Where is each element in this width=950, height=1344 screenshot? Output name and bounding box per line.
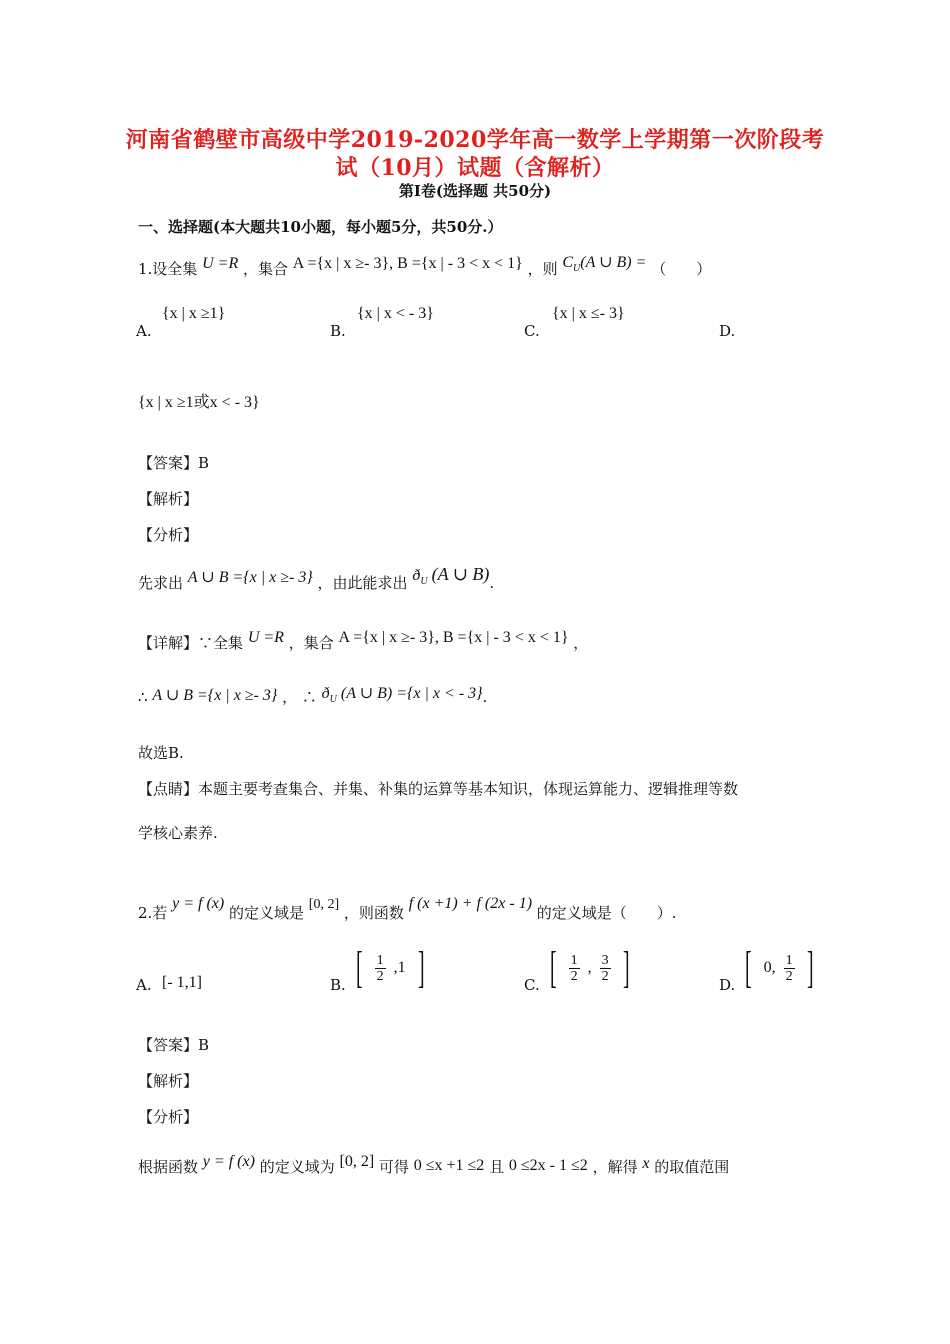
q1-derivation-comp-body: (A ∪ B) ={x | x < - 3}	[340, 685, 483, 702]
therefore-icon: ∴	[138, 688, 148, 706]
q1-option-d-label: D.	[719, 322, 736, 340]
q1-analysis-comp-body: (A ∪ B)	[431, 564, 490, 584]
q1-option-c: {x | x ≤- 3}	[552, 305, 625, 322]
volume-header: 第Ⅰ卷(选择题 共50分)	[398, 182, 552, 200]
q2-analysis-text-f: 的取值范围	[654, 1158, 730, 1176]
q2-option-b-rest: ,1	[393, 959, 406, 976]
left-bracket-icon: [	[550, 943, 557, 992]
q1-analysis-math1: A ∪ B ={x | x ≥- 3}	[187, 569, 313, 586]
fraction-numerator: 1	[570, 952, 578, 968]
fraction-denominator: 2	[570, 968, 578, 984]
right-bracket-icon: ]	[417, 943, 425, 992]
q2-option-b-label: B.	[330, 976, 346, 994]
q2-jiexi-label: 【解析】	[138, 1072, 199, 1090]
q2-option-a-label: A.	[136, 976, 152, 994]
q1-derivation-math2	[321, 685, 483, 706]
q1-detail	[138, 629, 589, 653]
fraction-denominator: 2	[601, 968, 609, 984]
q2-text-c: 的定义域是（ ）.	[536, 904, 677, 922]
q1-detail-text-a: ∵全集	[198, 634, 244, 652]
q2-option-b	[352, 943, 428, 992]
q1-answer-label: 【答案】	[138, 454, 199, 472]
q1-option-b: {x | x < - 3}	[357, 305, 434, 322]
fraction-denominator: 2	[785, 968, 793, 984]
q1-fenxi-label: 【分析】	[138, 526, 199, 544]
q2-answer	[138, 1034, 209, 1055]
q1-dianjing-line1	[138, 778, 738, 799]
q1-detail-text-b: ，集合	[288, 634, 334, 652]
q2-option-d-fraction	[784, 953, 795, 984]
q1-dianjing-line2: 学核心素养.	[138, 824, 218, 842]
q2-analysis-text-b: 的定义域为	[259, 1158, 335, 1176]
fraction-numerator: 1	[376, 952, 384, 968]
q1-analysis-end: .	[489, 574, 495, 592]
q1-universal-set: U =R	[202, 255, 239, 272]
q2-option-c-fraction1	[569, 953, 580, 984]
q1-prefix: 1.设全集	[138, 260, 198, 278]
q1-analysis-comp-sub: U	[420, 576, 428, 588]
q1-detail-end: ，	[573, 634, 589, 652]
q2-option-b-fraction	[375, 953, 386, 984]
q2-analysis	[138, 1153, 730, 1177]
q2-fenxi-label: 【分析】	[138, 1108, 199, 1126]
q2-answer-label: 【答案】	[138, 1036, 199, 1054]
q1-answer-value: B	[198, 454, 210, 472]
q1-analysis-text-a: 先求出	[138, 574, 184, 592]
q2-option-d	[741, 943, 817, 992]
q2-analysis-text-a: 根据函数	[138, 1158, 199, 1176]
q1-answer	[138, 452, 209, 473]
q2-math-domain: [0, 2]	[308, 897, 340, 912]
q2-option-c-comma: ,	[587, 959, 592, 976]
q1-option-c-label: C.	[524, 322, 540, 340]
q2-option-d-pre: 0,	[763, 959, 776, 976]
q1-derivation	[138, 686, 487, 709]
q1-derivation-comp-symbol: ð	[321, 685, 330, 702]
q2-analysis-math3: 0 ≤x +1 ≤2	[413, 1157, 485, 1174]
q1-analysis-comp-symbol: ð	[412, 567, 421, 584]
q2-analysis-math1: y = f (x)	[202, 1153, 255, 1170]
q2-option-c-fraction2	[600, 953, 611, 984]
q2-option-c	[546, 943, 633, 992]
fraction-numerator: 3	[601, 952, 609, 968]
q1-comp-symbol: C	[562, 254, 574, 271]
q2-analysis-text-d: 且	[489, 1158, 505, 1176]
q2-analysis-math5: x	[642, 1155, 650, 1172]
q2-text-a: 的定义域是	[228, 904, 304, 922]
q2-analysis-math2: [0, 2]	[339, 1153, 375, 1170]
q1-analysis-math2	[412, 564, 490, 588]
q1-stem	[138, 254, 712, 281]
doc-title-line2: 试（10月）试题（含解析）	[335, 155, 615, 181]
q2-text-b: ，则函数	[343, 904, 404, 922]
q1-option-a: {x | x ≥1}	[162, 305, 226, 322]
right-bracket-icon: ]	[806, 943, 814, 992]
fraction-denominator: 2	[376, 968, 384, 984]
q1-choose: 故选B.	[138, 744, 184, 762]
q2-analysis-math4: 0 ≤2x - 1 ≤2	[508, 1157, 588, 1174]
q1-complement	[562, 254, 647, 275]
q2-option-d-label: D.	[719, 976, 736, 994]
q2-stem	[138, 895, 677, 923]
q1-derivation-comma: ，	[282, 688, 298, 706]
q1-text-mid: ，集合	[243, 260, 289, 278]
q1-option-b-label: B.	[330, 322, 346, 340]
q1-text-then: ，则	[527, 260, 558, 278]
q1-detail-math1: U =R	[247, 629, 284, 646]
doc-title-line1: 河南省鹤壁市高级中学2019-2020学年高一数学上学期第一次阶段考	[125, 127, 825, 153]
left-bracket-icon: [	[356, 943, 363, 992]
q2-option-c-label: C.	[524, 976, 540, 994]
q2-math-fn: y = f (x)	[172, 895, 225, 912]
q2-option-a: [- 1,1]	[162, 974, 202, 991]
q1-analysis	[138, 564, 495, 595]
q1-derivation-math1: A ∪ B ={x | x ≥- 3}	[152, 687, 278, 704]
q1-derivation-end: .	[482, 688, 488, 706]
q1-dianjing-label: 【点睛】	[138, 780, 199, 798]
q1-option-a-label: A.	[136, 322, 152, 340]
left-bracket-icon: [	[745, 943, 752, 992]
q1-sets-math: A ={x | x ≥- 3}, B ={x | - 3 < x < 1}	[292, 255, 523, 272]
q1-detail-label: 【详解】	[138, 634, 199, 652]
fraction-numerator: 1	[785, 952, 793, 968]
q2-analysis-text-c: 可得	[378, 1158, 409, 1176]
q2-prefix: 2.若	[138, 904, 168, 922]
q1-dianjing-text1: 本题主要考查集合、并集、补集的运算等基本知识，体现运算能力、逻辑推理等数	[198, 780, 739, 798]
therefore-icon: ∴	[301, 688, 317, 706]
q1-detail-math2: A ={x | x ≥- 3}, B ={x | - 3 < x < 1}	[338, 629, 569, 646]
q1-comp-sub: U	[573, 263, 581, 275]
q2-analysis-text-e: ，解得	[592, 1158, 638, 1176]
q1-option-d: {x | x ≥1或x < - 3}	[138, 394, 260, 411]
q2-math-composite: f (x +1) + f (2x - 1)	[408, 895, 533, 912]
q1-comp-rest: (A ∪ B) =	[580, 254, 647, 271]
q1-jiexi-label: 【解析】	[138, 490, 199, 508]
q1-paren: （ ）	[651, 260, 712, 278]
q1-derivation-comp-sub: U	[329, 694, 337, 706]
q1-analysis-text-b: ，由此能求出	[317, 574, 408, 592]
right-bracket-icon: ]	[622, 943, 630, 992]
section-heading: 一、选择题(本大题共10小题，每小题5分，共50分.）	[138, 218, 503, 236]
q2-answer-value: B	[198, 1036, 210, 1054]
